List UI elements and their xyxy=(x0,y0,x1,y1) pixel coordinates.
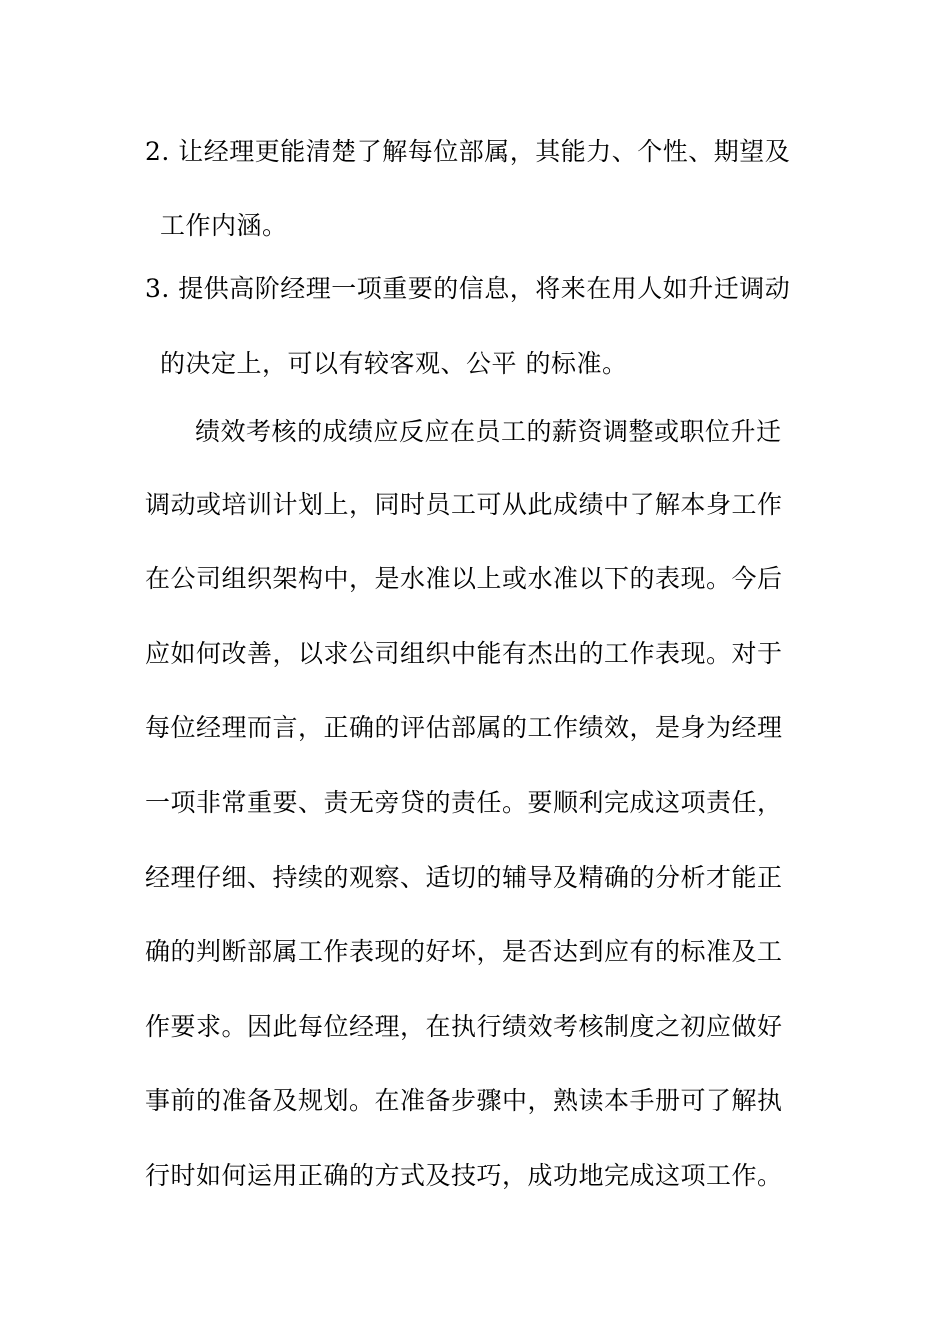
list-item-3-line-1: 3. 提供高阶经理一项重要的信息，将来在用人如升迁调动 xyxy=(145,274,791,303)
paragraph-line-9: 作要求。因此每位经理，在执行绩效考核制度之初应做好 xyxy=(145,1012,783,1041)
list-item-2-line-1: 2. 让经理更能清楚了解每位部属，其能力、个性、期望及 xyxy=(145,137,791,166)
paragraph-line-4: 应如何改善，以求公司组织中能有杰出的工作表现。对于 xyxy=(145,639,783,668)
paragraph-line-11: 行时如何运用正确的方式及技巧，成功地完成这项工作。 xyxy=(145,1161,783,1190)
paragraph-line-6: 一项非常重要、责无旁贷的责任。要顺利完成这项责任， xyxy=(145,788,783,817)
paragraph-line-8: 确的判断部属工作表现的好坏，是否达到应有的标准及工 xyxy=(145,937,783,966)
paragraph-line-7: 经理仔细、持续的观察、适切的辅导及精确的分析才能正 xyxy=(145,863,783,892)
list-item-3-line-2: 的决定上，可以有较客观、公平 的标准。 xyxy=(160,349,628,378)
paragraph-line-5: 每位经理而言，正确的评估部属的工作绩效，是身为经理 xyxy=(145,713,783,742)
list-item-2-line-2: 工作内涵。 xyxy=(160,211,288,240)
paragraph-line-2: 调动或培训计划上，同时员工可从此成绩中了解本身工作 xyxy=(145,490,783,519)
paragraph-line-10: 事前的准备及规划。在准备步骤中，熟读本手册可了解执 xyxy=(145,1086,783,1115)
paragraph-line-1: 绩效考核的成绩应反应在员工的薪资调整或职位升迁 xyxy=(195,417,782,446)
paragraph-line-3: 在公司组织架构中，是水准以上或水准以下的表现。今后 xyxy=(145,564,783,593)
